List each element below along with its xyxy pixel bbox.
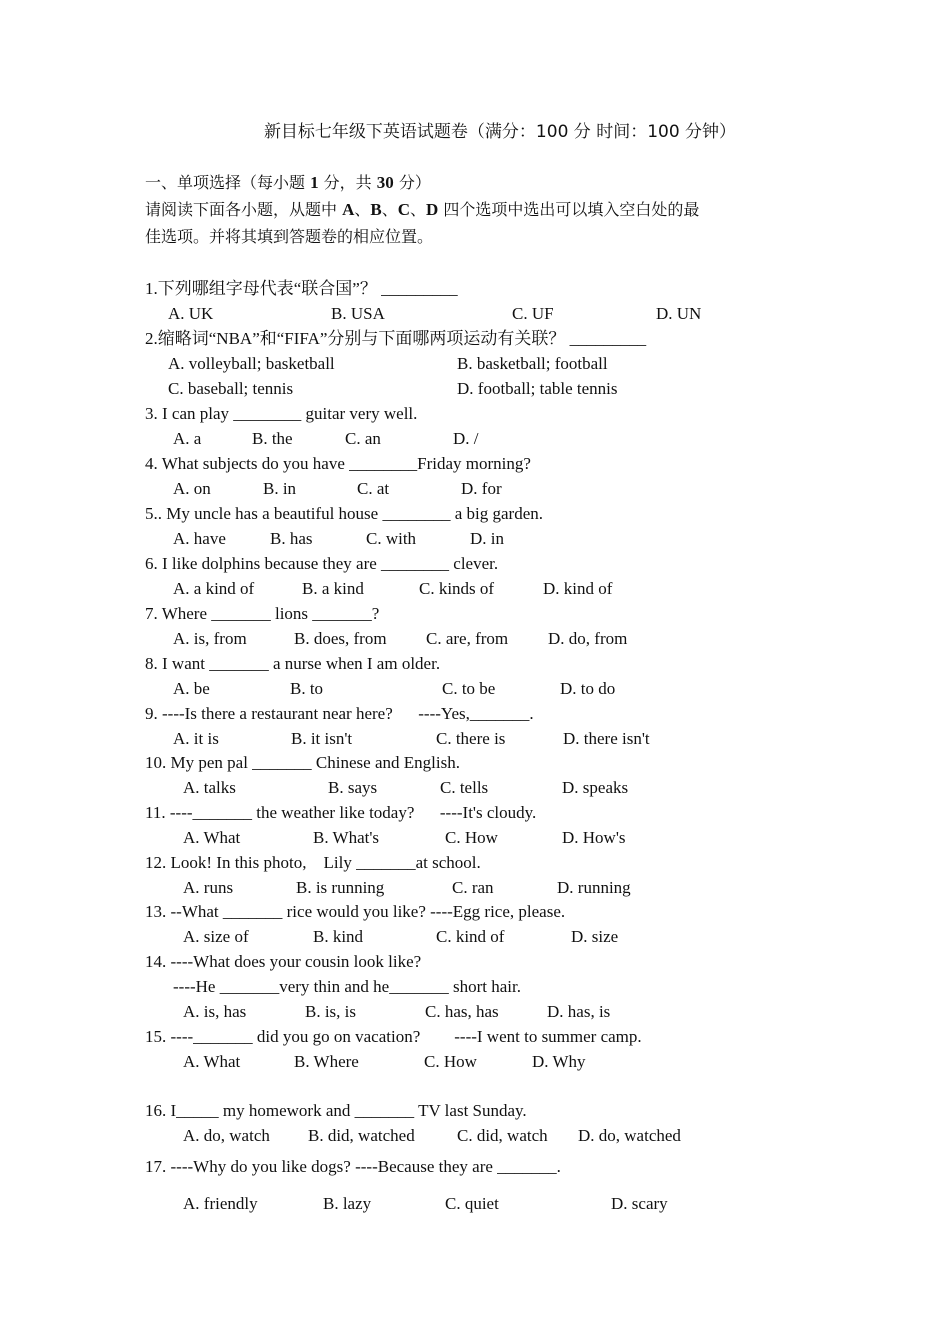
option-1c: C. UF (512, 304, 554, 323)
option-10c: C. tells (440, 778, 489, 797)
question-8: 8. I want _______ a nurse when I am older. (145, 654, 441, 673)
question-14: 14. ----What does your cousin look like? (145, 952, 422, 971)
option-6d: D. kind of (543, 579, 613, 598)
option-5b: B. has (270, 529, 313, 548)
option-4c: C. at (357, 479, 390, 498)
question-7: 7. Where _______ lions _______? (145, 604, 380, 623)
question-12: 12. Look! In this photo, Lily _______at school. (145, 853, 481, 872)
option-10d: D. speaks (562, 778, 629, 797)
option-2b: B. basketball; football (457, 354, 608, 373)
option-7c: C. are, from (426, 629, 509, 648)
question-14-line2: ----He _______very thin and he_______ short hair. (173, 977, 521, 996)
option-14d: D. has, is (547, 1002, 611, 1021)
option-3a: A. a (173, 429, 202, 448)
question-1: 1.下列哪组字母代表“联合国”？ _________ (145, 279, 458, 298)
option-8a: A. be (173, 679, 210, 698)
option-15d: D. Why (532, 1052, 586, 1071)
question-13: 13. --What _______ rice would you like? ----Egg rice, please. (145, 902, 566, 921)
option-3c: C. an (345, 429, 381, 448)
page-title: 新目标七年级下英语试题卷（满分：100 分 时间：100 分钟） (263, 122, 737, 142)
option-17a: A. friendly (183, 1194, 258, 1213)
option-16c: C. did, watch (457, 1126, 548, 1145)
option-8c: C. to be (442, 679, 496, 698)
option-14b: B. is, is (305, 1002, 357, 1021)
option-9d: D. there isn't (563, 729, 650, 748)
option-13d: D. size (571, 927, 619, 946)
question-2: 2.缩略词“NBA”和“FIFA”分别与下面哪两项运动有关联？ _________ (145, 329, 647, 348)
option-13b: B. kind (313, 927, 364, 946)
option-12d: D. running (557, 878, 631, 897)
option-14a: A. is, has (183, 1002, 247, 1021)
option-13c: C. kind of (436, 927, 505, 946)
option-16d: D. do, watched (578, 1126, 681, 1145)
option-15c: C. How (424, 1052, 477, 1071)
option-12c: C. ran (452, 878, 494, 897)
option-3b: B. the (252, 429, 293, 448)
option-10a: A. talks (183, 778, 236, 797)
option-6a: A. a kind of (173, 579, 255, 598)
option-4a: A. on (173, 479, 211, 498)
option-11c: C. How (445, 828, 498, 847)
option-9c: C. there is (436, 729, 506, 748)
option-9a: A. it is (173, 729, 219, 748)
option-1b: B. USA (331, 304, 385, 323)
option-16a: A. do, watch (183, 1126, 270, 1145)
option-5a: A. have (173, 529, 226, 548)
option-6b: B. a kind (302, 579, 364, 598)
option-15b: B. Where (294, 1052, 359, 1071)
section-heading: 一、单项选择（每小题 1 分，共 30 分） (145, 173, 431, 192)
question-15: 15. ----_______ did you go on vacation? ----I went to summer camp. (145, 1027, 642, 1046)
option-11a: A. What (183, 828, 241, 847)
option-7b: B. does, from (294, 629, 387, 648)
option-14c: C. has, has (425, 1002, 499, 1021)
option-12a: A. runs (183, 878, 234, 897)
section-instructions-line2: 佳选项。并将其填到答题卷的相应位置。 (145, 227, 434, 246)
question-11: 11. ----_______ the weather like today? ----It's cloudy. (145, 803, 537, 822)
option-16b: B. did, watched (308, 1126, 415, 1145)
option-13a: A. size of (183, 927, 249, 946)
question-5: 5.. My uncle has a beautiful house ________ a big garden. (145, 504, 543, 523)
question-10: 10. My pen pal _______ Chinese and English. (145, 753, 460, 772)
question-16: 16. I_____ my homework and _______ TV last Sunday. (145, 1101, 527, 1120)
option-8b: B. to (290, 679, 324, 698)
option-7a: A. is, from (173, 629, 247, 648)
question-4: 4. What subjects do you have ________Friday morning? (145, 454, 531, 473)
option-17c: C. quiet (445, 1194, 499, 1213)
option-2a: A. volleyball; basketball (168, 354, 335, 373)
option-15a: A. What (183, 1052, 241, 1071)
option-11b: B. What's (313, 828, 380, 847)
option-17d: D. scary (611, 1194, 668, 1213)
option-17b: B. lazy (323, 1194, 372, 1213)
option-12b: B. is running (296, 878, 385, 897)
option-6c: C. kinds of (419, 579, 495, 598)
option-1a: A. UK (168, 304, 214, 323)
option-2c: C. baseball; tennis (168, 379, 294, 398)
section-instructions: 请阅读下面各小题，从题中 A、B、C、D 四个选项中选出可以填入空白处的最 (145, 200, 700, 219)
option-1d: D. UN (656, 304, 702, 323)
option-11d: D. How's (562, 828, 626, 847)
option-5c: C. with (366, 529, 417, 548)
question-6: 6. I like dolphins because they are ________ clever. (145, 554, 499, 573)
option-7d: D. do, from (548, 629, 628, 648)
option-8d: D. to do (560, 679, 616, 698)
option-9b: B. it isn't (291, 729, 353, 748)
option-4d: D. for (461, 479, 502, 498)
question-3: 3. I can play ________ guitar very well. (145, 404, 418, 423)
option-3d: D. / (453, 429, 479, 448)
option-2d: D. football; table tennis (457, 379, 618, 398)
question-9: 9. ----Is there a restaurant near here? ----Yes,_______. (145, 704, 534, 723)
option-10b: B. says (328, 778, 378, 797)
option-4b: B. in (263, 479, 297, 498)
option-5d: D. in (470, 529, 504, 548)
question-17: 17. ----Why do you like dogs? ----Because they are _______. (145, 1157, 561, 1176)
